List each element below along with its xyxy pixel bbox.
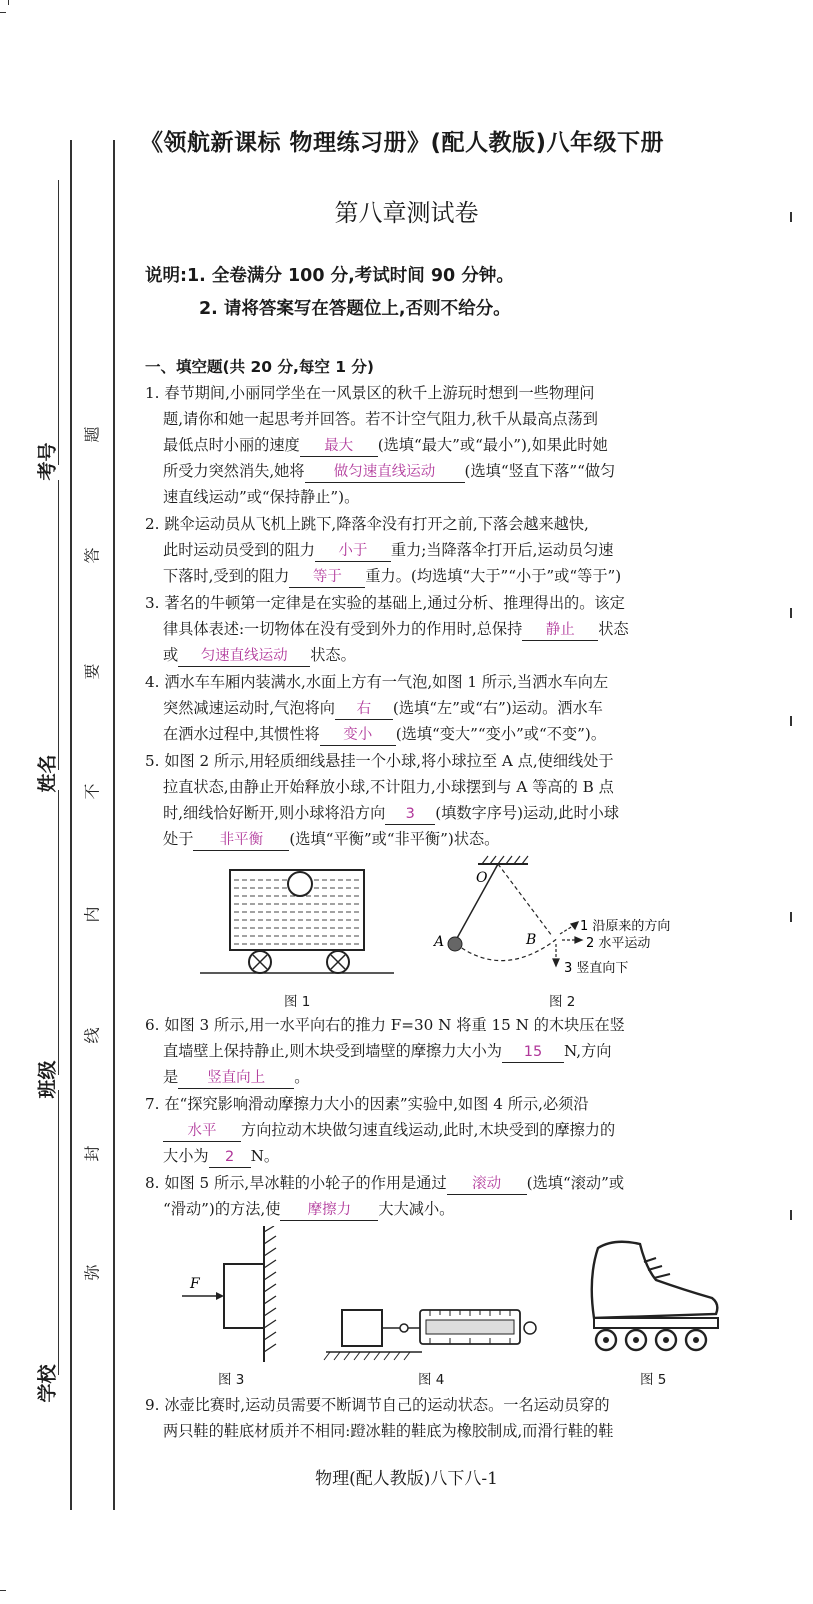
figure-1-water-truck [198,862,398,982]
skate-wheel [626,1330,646,1350]
q3-text: 律具体表述:一切物体在没有受到外力的作用时,总保持 [163,620,523,638]
q5-answer-2: 非平衡 [193,831,289,851]
q5-line: 拉直状态,由静止开始释放小球,不计阻力,小球摆到与 A 等高的 B 点 [163,778,614,796]
seal-char: 内 [82,906,102,923]
skate-boot [592,1242,718,1318]
q1-line [163,458,755,484]
figure-2-pendulum [420,852,710,982]
q5-answer-1: 3 [385,805,435,825]
seal-char: 封 [82,1145,102,1162]
q5-text: (选填“平衡”或“非平衡”)状态。 [289,830,500,848]
q9-line: 9. 冰壶比赛时,运动员需要不断调节自己的运动状态。一名运动员穿的 [145,1396,610,1414]
wood-block [224,1264,264,1328]
q4-line: 4. 洒水车车厢内装满水,水面上方有一气泡,如图 1 所示,当洒水车向左 [145,673,609,691]
seal-char: 要 [82,663,102,680]
hook [400,1324,408,1332]
q8-text: 8. 如图 5 所示,旱冰鞋的小轮子的作用是通过 [145,1174,447,1192]
q4-text: (选填“变大”“变小”或“不变”)。 [395,725,607,743]
q4-line [163,721,755,747]
crop-mark [0,12,6,13]
book-title: 《领航新课标 物理练习册》(配人教版)八年级下册 [140,130,665,156]
section-title: 一、填空题(共 20 分,每空 1 分) [145,358,374,376]
q1-text: 所受力突然消失,她将 [163,462,305,480]
crop-mark [790,716,792,726]
wheel [249,951,271,973]
exam-id-label: 考号 [36,442,59,481]
q8-answer-2: 摩擦力 [280,1201,378,1221]
page-footer: 物理(配人教版)八下八-1 [315,1469,498,1489]
seal-char: 弥 [82,1264,102,1281]
instruction-1: 说明:1. 全卷满分 100 分,考试时间 90 分钟。 [145,266,514,286]
q6-text: 是 [163,1068,179,1086]
chapter-title: 第八章测试卷 [334,199,479,227]
q6-answer-1: 15 [502,1043,564,1063]
q5-text: 处于 [163,830,194,848]
q7-text: N。 [250,1147,280,1165]
binding-line-outer [70,140,72,1510]
q6-answer-2: 竖直向上 [178,1069,294,1089]
q3-answer-1: 静止 [522,621,598,641]
q4-text: (选填“左”或“右”)运动。洒水车 [392,699,603,717]
figure-3-block-wall [178,1226,288,1362]
q6-line: 6. 如图 3 所示,用一水平向右的推力 F=30 N 将重 15 N 的木块压在竖 [145,1016,625,1034]
q2-text: 下落时,受到的阻力 [163,567,290,585]
label-b: B [526,932,537,948]
q1-line [163,432,755,458]
q6-text: 直墙壁上保持静止,则木块受到墙壁的摩擦力大小为 [163,1042,502,1060]
figure-2-caption: 图 2 [549,994,576,1010]
seal-char: 题 [82,426,102,443]
skate-wheel [686,1330,706,1350]
q1-text: (选填“最大”或“最小”),如果此时她 [377,436,608,454]
figure-3-caption: 图 3 [218,1372,245,1388]
q4-line [163,695,755,721]
ceiling-hatch [482,856,528,864]
crop-mark [790,608,792,618]
scale-window [426,1320,514,1334]
field-line-name [58,480,59,770]
q7-line [163,1143,755,1169]
school-label: 学校 [36,1364,59,1403]
q4-answer-1: 右 [335,700,393,720]
q3-text: 状态 [598,620,629,638]
pull-ring [524,1322,536,1334]
string-dashed [498,864,552,936]
seal-char: 线 [82,1027,102,1044]
q8-text: (选填“滚动”或 [526,1174,625,1192]
figure-1-caption: 图 1 [284,994,311,1010]
q2-text: 此时运动员受到的阻力 [163,541,315,559]
q1-line: 速直线运动”或“保持静止”)。 [163,488,360,506]
q2-line: 2. 跳伞运动员从飞机上跳下,降落伞没有打开之前,下落会越来越快, [145,515,589,533]
crop-mark [790,912,792,922]
q7-text: 大小为 [163,1147,209,1165]
crop-mark [790,1210,792,1220]
q1-line: 题,请你和她一起思考并回答。若不计空气阻力,秋千从最高点荡到 [163,410,598,428]
crop-mark [0,1590,6,1591]
binding-line-inner [113,140,115,1510]
q8-text: “滑动”)的方法,使 [163,1200,281,1218]
q5-line: 5. 如图 2 所示,用轻质细线悬挂一个小球,将小球拉至 A 点,使细线处于 [145,752,614,770]
q2-line [163,563,755,589]
q3-line: 3. 著名的牛顿第一定律是在实验的基础上,通过分析、推理得出的。该定 [145,594,625,612]
force-arrow-head [216,1292,224,1300]
q2-line [163,537,755,563]
q1-text: (选填“竖直下落”“做匀 [464,462,616,480]
figure-4-caption: 图 4 [418,1372,445,1388]
q3-line [163,642,755,668]
q4-answer-2: 变小 [320,726,396,746]
q1-text: 最低点时小丽的速度 [163,436,300,454]
q7-answer-1: 水平 [163,1122,241,1142]
q3-text: 或 [163,646,179,664]
q8-line [163,1196,755,1222]
instruction-2: 2. 请将答案写在答题位上,否则不给分。 [199,299,511,319]
q5-text: (填数字序号)运动,此时小球 [435,804,620,822]
direction-3: 3 竖直向下 [564,961,629,976]
q5-text: 时,细线恰好断开,则小球将沿方向 [163,804,386,822]
skate-wheel [596,1330,616,1350]
seal-char: 不 [82,783,102,800]
swing-path [456,938,558,961]
direction-2: 2 水平运动 [586,936,651,951]
figure-5-caption: 图 5 [640,1372,667,1388]
q3-text: 状态。 [310,646,356,664]
q7-line: 7. 在“探究影响滑动摩擦力大小的因素”实验中,如图 4 所示,必须沿 [145,1095,589,1113]
skate-sole [594,1318,718,1328]
field-line-school [58,1090,59,1375]
q7-answer-2: 2 [209,1148,251,1168]
figure-4-spring-scale [322,1300,542,1364]
bubble [288,872,312,896]
direction-arrows [553,922,582,966]
seal-char: 答 [82,547,102,564]
q6-text: 。 [294,1068,310,1086]
q8-answer-1: 滚动 [447,1175,527,1195]
wall-hatch [264,1226,276,1352]
q1-answer-2: 做匀速直线运动 [305,463,465,483]
wheel [327,951,349,973]
q3-answer-2: 匀速直线运动 [178,647,310,667]
class-label: 班级 [36,1060,59,1099]
q3-line [163,616,755,642]
skate-wheel [656,1330,676,1350]
q1-answer-1: 最大 [300,437,378,457]
figure-5-roller-skate [584,1238,724,1362]
q2-answer-2: 等于 [289,568,365,588]
q7-line [163,1117,755,1143]
q5-line [163,800,755,826]
ball [448,937,462,951]
wood-block [342,1310,382,1346]
table-hatch [324,1352,410,1360]
force-label: F [190,1276,200,1292]
q8-text: 大大减小。 [378,1200,455,1218]
crop-mark [8,0,9,5]
q8-line [145,1170,755,1196]
q6-text: N,方向 [563,1042,612,1060]
q9-line: 两只鞋的鞋底材质并不相同:蹬冰鞋的鞋底为橡胶制成,而滑行鞋的鞋 [163,1422,614,1440]
direction-1: 1 沿原来的方向 [580,919,671,934]
label-o: O [476,870,488,886]
name-label: 姓名 [36,754,59,793]
q6-line [163,1064,755,1090]
q2-answer-1: 小于 [315,542,391,562]
label-a: A [434,934,445,950]
q2-text: 重力;当降落伞打开后,运动员匀速 [390,541,614,559]
q6-line [163,1038,755,1064]
q5-line [163,826,755,852]
q4-text: 突然减速运动时,气泡将向 [163,699,335,717]
q2-text: 重力。(均选填“大于”“小于”或“等于”) [365,567,622,585]
q4-text: 在洒水过程中,其惯性将 [163,725,320,743]
q1-line: 1. 春节期间,小丽同学坐在一风景区的秋千上游玩时想到一些物理问 [145,384,595,402]
q7-text: 方向拉动木块做匀速直线运动,此时,木块受到的摩擦力的 [241,1121,616,1139]
field-line-class [58,790,59,1075]
